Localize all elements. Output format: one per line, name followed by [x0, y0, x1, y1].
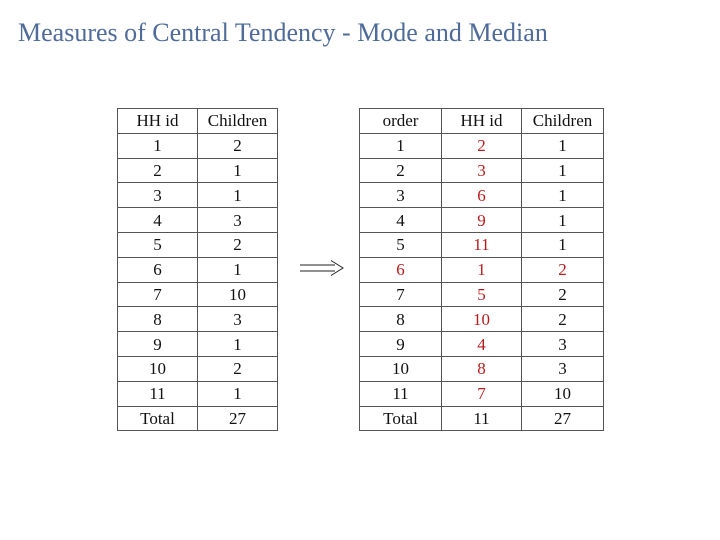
table-row	[360, 208, 604, 233]
double-arrow-right-icon	[299, 259, 345, 277]
table-cell: 6	[118, 257, 198, 282]
table-cell: 10	[522, 381, 604, 406]
table-cell: 1	[198, 158, 278, 183]
table-row	[118, 257, 278, 282]
table-cell: 11	[118, 381, 198, 406]
sorted-table	[359, 108, 604, 431]
header-cell: order	[360, 109, 442, 134]
table-cell: 1	[522, 232, 604, 257]
header-cell: HH id	[118, 109, 198, 134]
header-cell: Children	[522, 109, 604, 134]
total-value: 11	[442, 406, 522, 431]
table-cell: 3	[522, 332, 604, 357]
median-row	[360, 257, 604, 282]
table-cell: 2	[360, 158, 442, 183]
table-cell: 5	[360, 232, 442, 257]
table-cell: 2	[198, 232, 278, 257]
table-cell: 9	[360, 332, 442, 357]
table-cell: 3	[360, 183, 442, 208]
table-cell: 7	[442, 381, 522, 406]
table-cell: 1	[198, 183, 278, 208]
total-row	[118, 406, 278, 431]
table-row	[118, 183, 278, 208]
table-cell: 2	[198, 356, 278, 381]
table-row	[118, 381, 278, 406]
table-cell: 3	[442, 158, 522, 183]
table-cell: 9	[442, 208, 522, 233]
table-cell: 10	[360, 356, 442, 381]
table-row	[118, 332, 278, 357]
table-cell: 6	[360, 257, 442, 282]
page-title: Measures of Central Tendency - Mode and Median	[18, 18, 548, 47]
table-cell: 2	[442, 133, 522, 158]
table-cell: 5	[118, 232, 198, 257]
table-row	[118, 282, 278, 307]
table-row	[360, 356, 604, 381]
table-cell: 10	[118, 356, 198, 381]
table-header-row	[360, 109, 604, 134]
table-cell: 1	[442, 257, 522, 282]
table-cell: 10	[442, 307, 522, 332]
table-cell: 4	[442, 332, 522, 357]
table-cell: 9	[118, 332, 198, 357]
table-cell: 3	[198, 208, 278, 233]
table-cell: 7	[360, 282, 442, 307]
table-cell: 3	[198, 307, 278, 332]
table-cell: 8	[118, 307, 198, 332]
table-row	[360, 332, 604, 357]
table-row	[118, 133, 278, 158]
table-cell: 8	[360, 307, 442, 332]
table-cell: 1	[360, 133, 442, 158]
table-cell: 1	[522, 158, 604, 183]
total-label: Total	[360, 406, 442, 431]
table-cell: 2	[522, 282, 604, 307]
table-cell: 5	[442, 282, 522, 307]
table-cell: 1	[522, 208, 604, 233]
table-cell: 1	[198, 332, 278, 357]
table-row	[118, 307, 278, 332]
table-cell: 1	[522, 133, 604, 158]
total-row	[360, 406, 604, 431]
table-cell: 1	[118, 133, 198, 158]
table-cell: 7	[118, 282, 198, 307]
table-row	[118, 158, 278, 183]
total-value: 27	[522, 406, 604, 431]
table-cell: 2	[522, 307, 604, 332]
table-row	[118, 232, 278, 257]
table-row	[360, 307, 604, 332]
table-cell: 6	[442, 183, 522, 208]
table-cell: 8	[442, 356, 522, 381]
table-cell: 1	[522, 183, 604, 208]
table-cell: 2	[118, 158, 198, 183]
total-label: Total	[118, 406, 198, 431]
table-row	[360, 381, 604, 406]
table-cell: 2	[198, 133, 278, 158]
table-row	[360, 133, 604, 158]
table-row	[118, 356, 278, 381]
unsorted-table	[117, 108, 278, 431]
total-value: 27	[198, 406, 278, 431]
table-row	[360, 158, 604, 183]
header-cell: HH id	[442, 109, 522, 134]
table-row	[360, 232, 604, 257]
table-cell: 4	[118, 208, 198, 233]
median-value: 2	[522, 257, 604, 282]
table-cell: 11	[360, 381, 442, 406]
table-cell: 11	[442, 232, 522, 257]
table-cell: 3	[522, 356, 604, 381]
table-cell: 3	[118, 183, 198, 208]
header-cell: Children	[198, 109, 278, 134]
table-row	[118, 208, 278, 233]
table-row	[360, 183, 604, 208]
table-cell: 1	[198, 257, 278, 282]
table-cell: 10	[198, 282, 278, 307]
table-header-row	[118, 109, 278, 134]
table-row	[360, 282, 604, 307]
table-cell: 4	[360, 208, 442, 233]
table-cell: 1	[198, 381, 278, 406]
